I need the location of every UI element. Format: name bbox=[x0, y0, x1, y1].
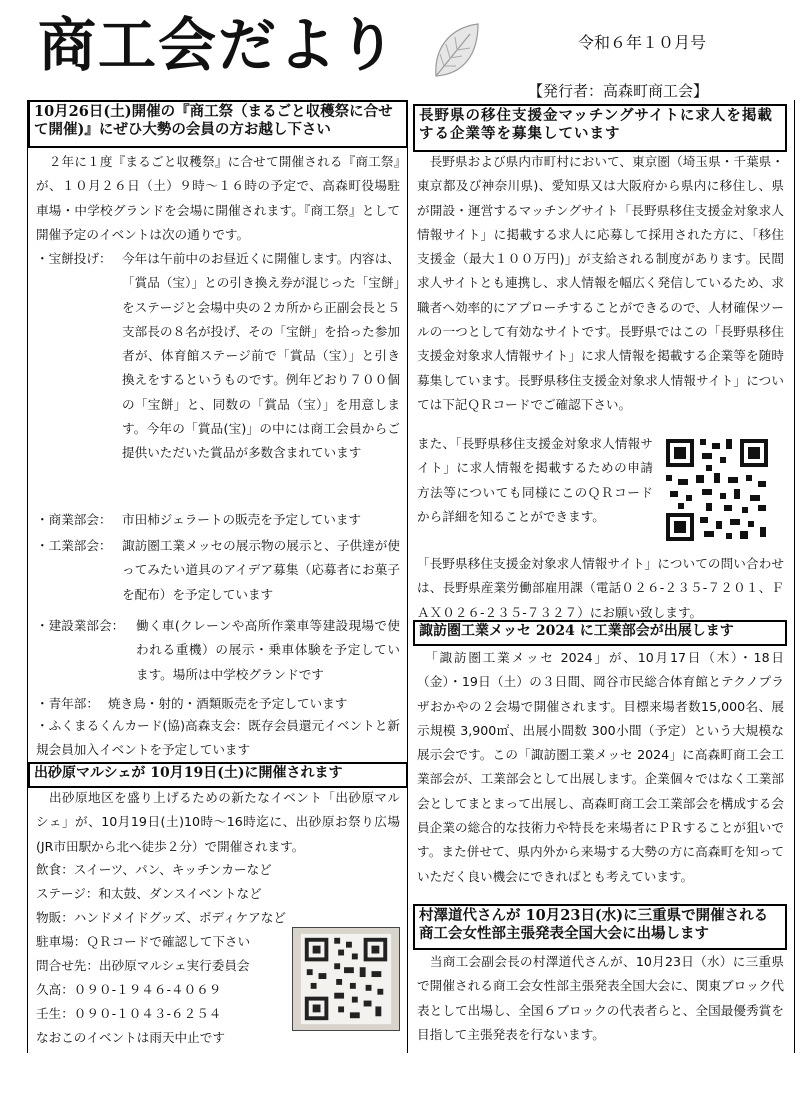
festival-headline: 10月26日(土)開催の『商工祭（まるごと収穫祭に合せて開催)』にぜひ大勢の会員の方お越し下さい bbox=[28, 100, 408, 148]
column-rule-right bbox=[794, 100, 795, 1053]
support-contact: 「長野県移住支援金対象求人情報サイト」についての問い合わせは、長野県産業労働部雇用課（電話０２６-２３５-７２０１、ＦＡＸ０２６-２３５-７３２７）にお願い致します。 bbox=[417, 556, 784, 620]
marche-line: なおこのイベントは雨天中止です bbox=[36, 1030, 225, 1045]
marche-line: 飲食：スイーツ、パン、キッチンカーなど bbox=[36, 862, 272, 877]
item-label: ・商業部会： bbox=[36, 512, 112, 527]
item-text: 働く車(クレーンや高所作業車等建設現場で使われる重機）の展示・乗車体験を予定しています。場所は中学校グランドです bbox=[136, 618, 400, 682]
womens-headline: 村澤道代さんが 10月23日(水)に三重県で開催される商工会女性部主張発表全国大会に出場します bbox=[413, 904, 787, 950]
festival-intro: ２年に１度『まるごと収穫祭』に合せて開催される『商工祭』が、１０月２６日（土）９時～１６時の予定で、高森町役場駐車場・中学校グランドを会場に開催されます。『商工祭』として開催予定のイベントは次の通りです。 bbox=[36, 154, 400, 242]
item-label: ・宝餅投げ： bbox=[36, 251, 112, 266]
festival-item bbox=[36, 614, 400, 687]
marche-line: 物販：ハンドメイドグッズ、ボディケアなど bbox=[36, 910, 286, 925]
item-text: 諏訪圏工業メッセの展示物の展示と、子供達が使ってみたい道具のアイデア募集（応募者にお菓子を配布）を予定しています bbox=[122, 538, 400, 602]
marche-qr-code[interactable] bbox=[292, 927, 400, 1031]
issue-date: 令和６年１０月号 bbox=[578, 33, 707, 52]
item-label: ・工業部会： bbox=[36, 538, 112, 553]
item-text: 今年は午前中のお昼近くに開催します。内容は、「賞品（宝）」との引き換え券が混じった「宝餅」をステージと会場中央の２カ所から正副会長と５支部長の８名が投げ、その「宝餅」を拾った参加者が、体育館ステージ前で「賞品（宝）」と引き換えをするというものです。例年どおり７００個の「宝餅」と、同数の「賞品（宝）」を用意します。今年の「賞品(宝)」の中には商工会員からご提供いただいた賞品が多数含まれています bbox=[122, 251, 400, 461]
festival-item bbox=[36, 534, 400, 607]
marche-body: 出砂原地区を盛り上げるための新たなイベント「出砂原マルシェ」が、10月19日(土)10時～16時迄に、出砂原お祭り広場(JR市田駅から北へ徒歩２分）で開催されます。 bbox=[36, 790, 400, 854]
item-label: ・建設業部会： bbox=[36, 618, 125, 633]
messe-headline: 諏訪圏工業メッセ 2024 に工業部会が出展します bbox=[413, 620, 787, 646]
festival-item bbox=[36, 247, 400, 466]
column-rule-left bbox=[27, 100, 28, 1053]
support-body: 長野県および県内市町村において、東京圏（埼玉県・千葉県・東京都及び神奈川県)、愛知県又は大阪府から県内に移住し、県が開設・運営するマッチングサイト「長野県移住支援金対象求人情報サイト」に掲載する求人に応募して採用された方に、「移住支援金（最大１００万円)」が支給される制度があります。民間求人サイトとも連携し、求人情報を幅広く発信しているため、求職者へ効率的にアプローチすることができるので、人材確保ツールの一つとして有効なサイトです。長野県ではこの「長野県移住支援金対象求人情報サイト」に求人情報を掲載する企業等を随時募集しています。長野県移住支援金対象求人情報サイト」については下記ＱＲコードでご確認下さい。 bbox=[417, 154, 784, 412]
marche-headline: 出砂原マルシェが 10月19日(土)に開催されます bbox=[28, 762, 408, 788]
marche-line: 壬生：０９０-１０４３-６２５４ bbox=[36, 1006, 222, 1021]
festival-item bbox=[36, 508, 400, 532]
marche-line: 問合せ先：出砂原マルシェ実行委員会 bbox=[36, 958, 250, 973]
festival-item bbox=[36, 714, 400, 763]
marche-line: 駐車場：ＱＲコードで確認して下さい bbox=[36, 934, 251, 949]
marche-line: 久高：０９０-１９４６-４０６９ bbox=[36, 982, 222, 997]
publisher: 【発行者：高森町商工会】 bbox=[528, 82, 709, 100]
messe-body: 「諏訪圏工業メッセ 2024」が、10月17日（木）・18日（金）・19日（土）の３日間、岡谷市民総合体育館とテクノプラザおかやの２会場で開催されます。目標来場者数15,000名、展示規模 3,900㎡、出展小間数 300小間（予定）という大規模な展示会です。この「諏訪圏工業メッセ 2024」に高森町商工会工業部会が、工業部会として出展します。企業個々ではなく工業部会としてまとまって出展し、高森町商工会工業部会を構成する会員企業の総合的な技術力や特長を来場者にＰＲすることが狙いです。また併せて、県内外から来場する大勢の方に高森町を知っていただく良い機会にできればとも考えています。 bbox=[417, 650, 784, 884]
item-text: 焼き鳥・射的・酒類販売を予定しています bbox=[108, 696, 348, 711]
festival-item bbox=[36, 692, 400, 716]
item-text: 市田柿ジェラートの販売を予定しています bbox=[122, 512, 362, 527]
marche-line: ステージ：和太鼓、ダンスイベントなど bbox=[36, 886, 262, 901]
item-text: 既存会員還元イベントと新規会員加入イベントを予定しています bbox=[36, 718, 401, 758]
support-headline: 長野県の移住支援金マッチングサイトに求人を掲載する企業等を募集しています bbox=[413, 104, 787, 152]
womens-body: 当商工会副会長の村澤道代さんが、10月23日（水）に三重県で開催される商工会女性部主張発表全国大会に、関東ブロック代表として出場し、全国６ブロックの代表者らと、全国最優秀賞を目指して主張発表を行ないます。 bbox=[417, 954, 784, 1042]
support-qr-code[interactable] bbox=[662, 435, 772, 545]
column-rule-center bbox=[407, 100, 408, 1053]
leaf-icon bbox=[430, 20, 482, 82]
item-label: ・青年部： bbox=[36, 696, 99, 711]
support-body-2: また、「長野県移住支援金対象求人情報サイト」に求人情報を掲載するための申請方法等についても同様にこのＱＲコードから詳細を知ることができます。 bbox=[417, 436, 653, 524]
item-label: ・ふくまるくんカード(協)高森支会： bbox=[36, 718, 249, 733]
masthead-title: 商工会だより bbox=[38, 11, 399, 79]
